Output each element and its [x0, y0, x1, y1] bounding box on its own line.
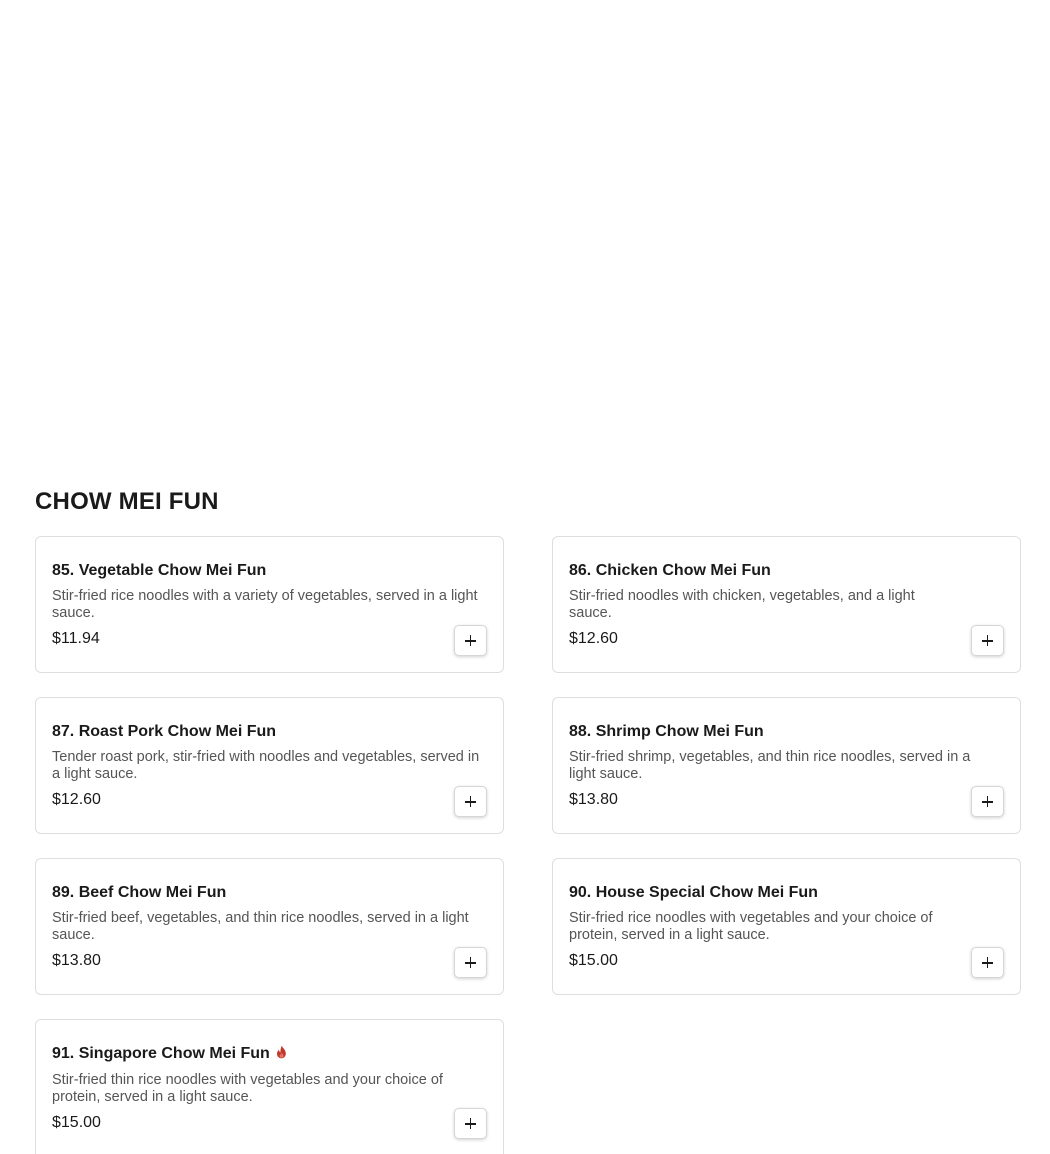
add-to-cart-button[interactable] [454, 625, 487, 656]
menu-item-price: $13.80 [52, 952, 101, 969]
plus-icon [465, 796, 476, 807]
menu-item-card[interactable] [35, 858, 504, 995]
menu-item-description: Stir-fried thin rice noodles with vegetables and your choice of protein, served in a light sauce. [52, 1072, 443, 1105]
add-to-cart-button[interactable] [971, 625, 1004, 656]
plus-icon [465, 1118, 476, 1129]
section-title: CHOW MEI FUN [35, 488, 219, 515]
menu-item-name-row [52, 1045, 288, 1064]
add-to-cart-button[interactable] [971, 947, 1004, 978]
flame-icon [275, 1045, 288, 1064]
menu-item-price: $11.94 [52, 630, 100, 647]
menu-item-card[interactable] [552, 536, 1021, 673]
plus-icon [982, 635, 993, 646]
menu-item-name: 87. Roast Pork Chow Mei Fun [52, 723, 277, 740]
menu-item-price: $13.80 [569, 791, 618, 808]
menu-item-name: 85. Vegetable Chow Mei Fun [52, 562, 267, 579]
add-to-cart-button[interactable] [454, 947, 487, 978]
plus-icon [465, 957, 476, 968]
menu-item-description: Stir-fried shrimp, vegetables, and thin rice noodles, served in a light sauce. [569, 749, 971, 782]
add-to-cart-button[interactable] [971, 786, 1004, 817]
menu-item-description: Stir-fried noodles with chicken, vegetables, and a light sauce. [569, 588, 915, 621]
menu-item-name: 91. Singapore Chow Mei Fun [52, 1045, 270, 1062]
menu-item-card[interactable] [35, 697, 504, 834]
menu-item-card[interactable] [552, 697, 1021, 834]
plus-icon [982, 957, 993, 968]
plus-icon [465, 635, 476, 646]
menu-section-chow-mei-fun [35, 484, 1021, 1131]
plus-icon [982, 796, 993, 807]
menu-item-card[interactable] [552, 858, 1021, 995]
menu-item-description: Tender roast pork, stir-fried with noodles and vegetables, served in a light sauce. [52, 749, 480, 782]
add-to-cart-button[interactable] [454, 1108, 487, 1139]
menu-item-name: 90. House Special Chow Mei Fun [569, 884, 818, 901]
menu-item-description: Stir-fried rice noodles with vegetables and your choice of protein, served in a light sauce. [569, 910, 933, 943]
menu-item-description: Stir-fried rice noodles with a variety of vegetables, served in a light sauce. [52, 588, 478, 621]
menu-item-price: $12.60 [569, 630, 618, 647]
menu-item-price: $12.60 [52, 791, 101, 808]
menu-item-card[interactable] [35, 536, 504, 673]
menu-item-price: $15.00 [569, 952, 618, 969]
menu-item-name: 86. Chicken Chow Mei Fun [569, 562, 771, 579]
menu-item-price: $15.00 [52, 1114, 101, 1131]
add-to-cart-button[interactable] [454, 786, 487, 817]
menu-item-name: 89. Beef Chow Mei Fun [52, 884, 227, 901]
menu-item-description: Stir-fried beef, vegetables, and thin rice noodles, served in a light sauce. [52, 910, 469, 943]
menu-item-card[interactable] [35, 1019, 504, 1154]
menu-item-name: 88. Shrimp Chow Mei Fun [569, 723, 764, 740]
